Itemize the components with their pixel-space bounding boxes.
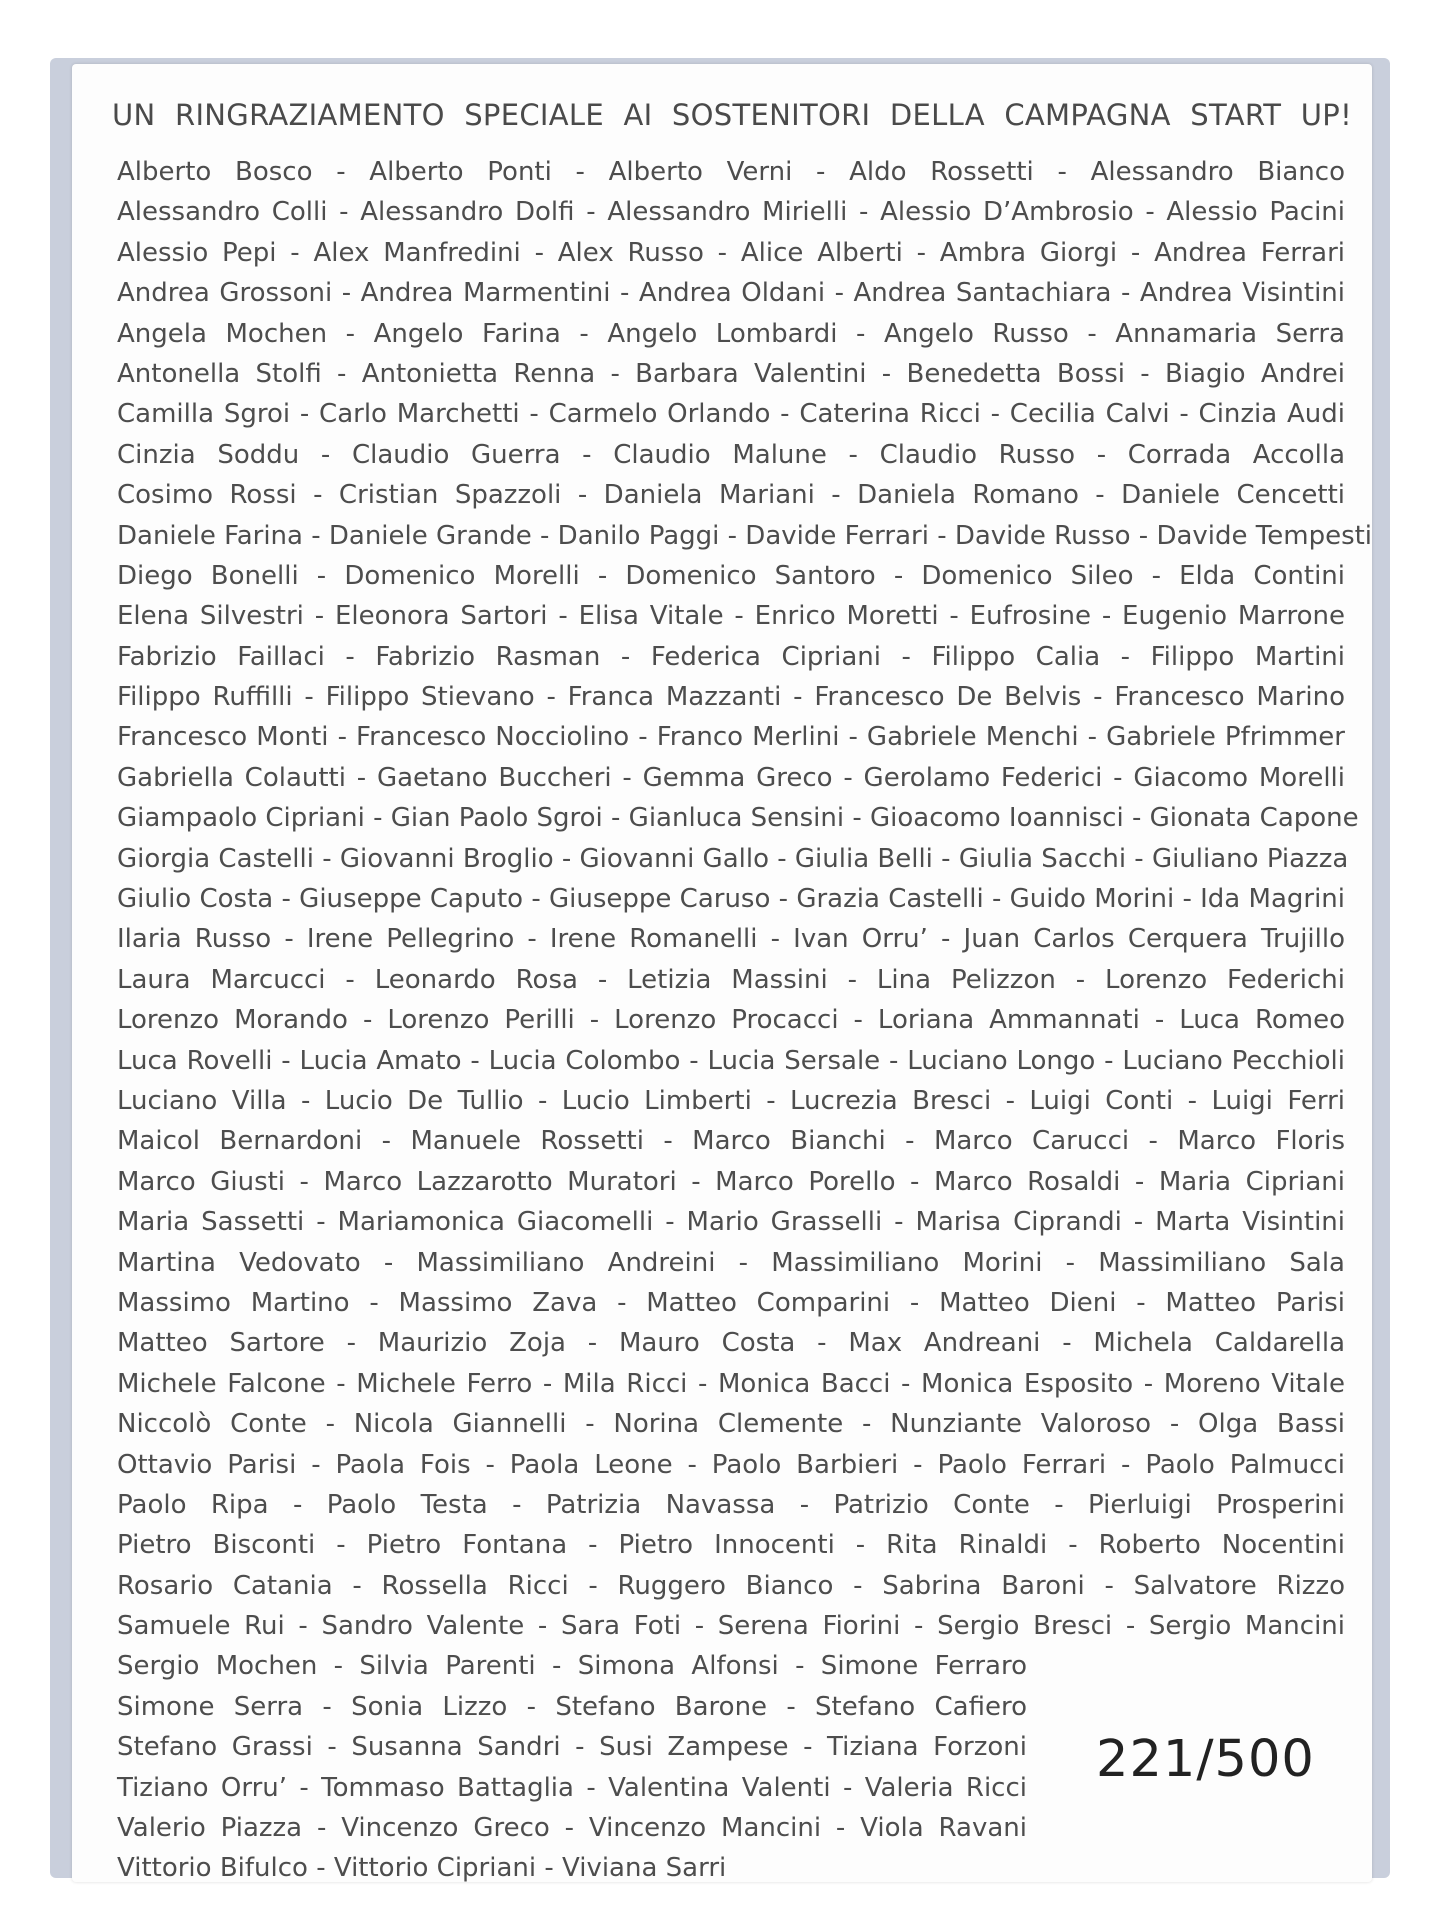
supporter-line: Massimo Martino - Massimo Zava - Matteo Comparini - Matteo Dieni - Matteo Parisi — [117, 1287, 1345, 1318]
supporter-line: Luciano Villa - Lucio De Tullio - Lucio Limberti - Lucrezia Bresci - Luigi Conti - Luigi Ferri — [117, 1085, 1345, 1116]
supporter-line: Francesco Monti - Francesco Nocciolino - Franco Merlini - Gabriele Menchi - Gabriele Pfrimmer — [117, 722, 1345, 753]
supporter-line: Niccolò Conte - Nicola Giannelli - Norina Clemente - Nunziante Valoroso - Olga Bassi — [117, 1409, 1345, 1440]
supporter-line: Angela Mochen - Angelo Farina - Angelo Lombardi - Angelo Russo - Annamaria Serra — [117, 318, 1345, 349]
supporter-line: Lorenzo Morando - Lorenzo Perilli - Lorenzo Procacci - Loriana Ammannati - Luca Romeo — [117, 1005, 1345, 1036]
supporter-line: Pietro Bisconti - Pietro Fontana - Pietro Innocenti - Rita Rinaldi - Roberto Nocentini — [117, 1530, 1345, 1561]
supporter-line: Camilla Sgroi - Carlo Marchetti - Carmelo Orlando - Caterina Ricci - Cecilia Calvi - Cinzia Audi — [117, 399, 1345, 430]
supporter-line: Vittorio Bifulco - Vittorio Cipriani - Viviana Sarri — [117, 1853, 727, 1884]
supporter-line: Martina Vedovato - Massimiliano Andreini - Massimiliano Morini - Massimiliano Sala — [117, 1247, 1345, 1278]
supporter-line: Giorgia Castelli - Giovanni Broglio - Giovanni Gallo - Giulia Belli - Giulia Sacchi - Giuliano Piazza — [117, 843, 1349, 874]
supporter-line: Fabrizio Faillaci - Fabrizio Rasman - Federica Cipriani - Filippo Calia - Filippo Martini — [117, 641, 1345, 672]
supporter-line: Filippo Ruffilli - Filippo Stievano - Franca Mazzanti - Francesco De Belvis - Francesco Marino — [117, 682, 1345, 713]
supporter-line: Luca Rovelli - Lucia Amato - Lucia Colombo - Lucia Sersale - Luciano Longo - Luciano Pecchioli — [117, 1045, 1345, 1076]
supporter-line: Elena Silvestri - Eleonora Sartori - Elisa Vitale - Enrico Moretti - Eufrosine - Eugenio Marrone — [117, 601, 1345, 632]
supporter-line: Giampaolo Cipriani - Gian Paolo Sgroi - Gianluca Sensini - Gioacomo Ioannisci - Gionata Capone — [117, 803, 1359, 834]
supporter-line: Laura Marcucci - Leonardo Rosa - Letizia Massini - Lina Pelizzon - Lorenzo Federichi — [117, 964, 1345, 995]
supporter-line: Rosario Catania - Rossella Ricci - Ruggero Bianco - Sabrina Baroni - Salvatore Rizzo — [117, 1570, 1345, 1601]
supporter-line: Valerio Piazza - Vincenzo Greco - Vincenzo Mancini - Viola Ravani — [117, 1813, 1027, 1844]
edition-number: 221/500 — [1096, 1730, 1315, 1789]
supporter-line: Cosimo Rossi - Cristian Spazzoli - Daniela Mariani - Daniela Romano - Daniele Cencetti — [117, 480, 1345, 511]
supporter-line: Samuele Rui - Sandro Valente - Sara Foti - Serena Fiorini - Sergio Bresci - Sergio Mancini — [117, 1611, 1345, 1642]
supporter-line: Maicol Bernardoni - Manuele Rossetti - Marco Bianchi - Marco Carucci - Marco Floris — [117, 1126, 1345, 1157]
supporter-line: Giulio Costa - Giuseppe Caputo - Giuseppe Caruso - Grazia Castelli - Guido Morini - Ida Magrini — [117, 884, 1345, 915]
supporter-line: Paolo Ripa - Paolo Testa - Patrizia Navassa - Patrizio Conte - Pierluigi Prosperini — [117, 1489, 1345, 1520]
supporter-line: Marco Giusti - Marco Lazzarotto Muratori - Marco Porello - Marco Rosaldi - Maria Cipriani — [117, 1166, 1345, 1197]
supporter-line: Tiziano Orru’ - Tommaso Battaglia - Valentina Valenti - Valeria Ricci — [117, 1772, 1027, 1803]
supporter-line: Stefano Grassi - Susanna Sandri - Susi Zampese - Tiziana Forzoni — [117, 1732, 1027, 1763]
supporter-line: Antonella Stolfi - Antonietta Renna - Barbara Valentini - Benedetta Bossi - Biagio Andrei — [117, 358, 1345, 389]
supporter-line: Alberto Bosco - Alberto Ponti - Alberto Verni - Aldo Rossetti - Alessandro Bianco — [117, 157, 1345, 187]
supporters-list — [117, 152, 1373, 1889]
supporter-line: Gabriella Colautti - Gaetano Buccheri - Gemma Greco - Gerolamo Federici - Giacomo Morelli — [117, 762, 1345, 793]
supporter-line: Diego Bonelli - Domenico Morelli - Domenico Santoro - Domenico Sileo - Elda Contini — [117, 560, 1345, 591]
supporter-line: Andrea Grossoni - Andrea Marmentini - Andrea Oldani - Andrea Santachiara - Andrea Visintini — [117, 278, 1345, 309]
supporter-line: Ottavio Parisi - Paola Fois - Paola Leone - Paolo Barbieri - Paolo Ferrari - Paolo Palmucci — [117, 1449, 1345, 1480]
supporter-line: Simone Serra - Sonia Lizzo - Stefano Barone - Stefano Cafiero — [117, 1691, 1027, 1722]
supporter-line: Alessio Pepi - Alex Manfredini - Alex Russo - Alice Alberti - Ambra Giorgi - Andrea Ferrari — [117, 237, 1345, 268]
supporter-line: Matteo Sartore - Maurizio Zoja - Mauro Costa - Max Andreani - Michela Caldarella — [117, 1328, 1345, 1359]
supporter-line: Alessandro Colli - Alessandro Dolfi - Alessandro Mirielli - Alessio D’Ambrosio - Alessio Pacini — [117, 197, 1345, 228]
supporter-line: Sergio Mochen - Silvia Parenti - Simona Alfonsi - Simone Ferraro — [117, 1651, 1027, 1682]
supporter-line: Cinzia Soddu - Claudio Guerra - Claudio Malune - Claudio Russo - Corrada Accolla — [117, 439, 1345, 470]
supporter-line: Maria Sassetti - Mariamonica Giacomelli - Mario Grasselli - Marisa Ciprandi - Marta Visintini — [117, 1207, 1345, 1238]
supporter-line: Daniele Farina - Daniele Grande - Danilo Paggi - Davide Ferrari - Davide Russo - Davide Tempesti — [117, 520, 1373, 551]
supporter-line: Ilaria Russo - Irene Pellegrino - Irene Romanelli - Ivan Orru’ - Juan Carlos Cerquera Trujillo — [117, 924, 1345, 955]
page-title: UN RINGRAZIAMENTO SPECIALE AI SOSTENITORI DELLA CAMPAGNA START UP! — [112, 98, 1352, 132]
supporter-line: Michele Falcone - Michele Ferro - Mila Ricci - Monica Bacci - Monica Esposito - Moreno Vitale — [117, 1368, 1345, 1399]
